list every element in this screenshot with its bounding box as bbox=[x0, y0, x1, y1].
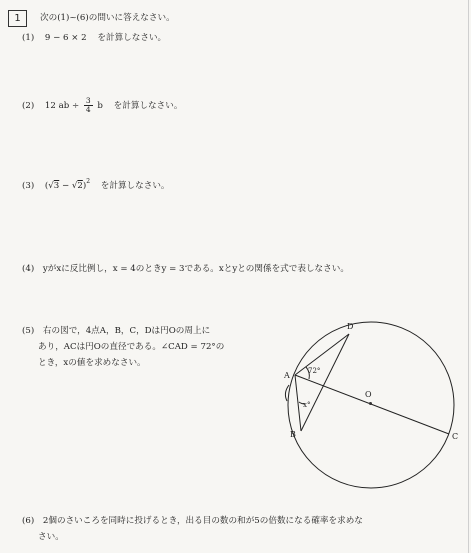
q2-fraction-denominator: 4 bbox=[85, 105, 91, 114]
problem-number-box: 1 bbox=[8, 10, 27, 27]
q3-open: (√ bbox=[44, 181, 54, 191]
q3-instruction: を計算しなさい。 bbox=[100, 181, 170, 191]
angle-label-72: 72° bbox=[308, 367, 321, 375]
point-label-a: A bbox=[284, 371, 290, 380]
q6-label: (6) bbox=[22, 516, 35, 526]
q4-text: yがxに反比例し，x = 4のときy = 3である。xとyとの関係を式で表しなさい。 bbox=[42, 264, 349, 274]
q2-expression-a: 12 ab ÷ bbox=[44, 101, 80, 111]
q3-radicand-2: 2 bbox=[77, 181, 83, 191]
chord-bd bbox=[301, 334, 349, 431]
center-point-o bbox=[369, 402, 372, 405]
q3-power: 2 bbox=[86, 178, 91, 185]
q2-label: (2) bbox=[22, 101, 35, 111]
q1-label: (1) bbox=[22, 33, 35, 43]
q5-label: (5) bbox=[22, 326, 35, 336]
point-label-o: O bbox=[365, 390, 372, 399]
q2-expression-b: b bbox=[97, 101, 103, 111]
q1-instruction: を計算しなさい。 bbox=[97, 33, 167, 43]
point-label-b: B bbox=[290, 430, 296, 439]
q2-instruction: を計算しなさい。 bbox=[113, 101, 183, 111]
q3-minus: − √ bbox=[59, 181, 78, 191]
q5-line-3: とき，xの値を求めなさい。 bbox=[38, 358, 146, 368]
q1-expression: 9 − 6 × 2 bbox=[44, 33, 87, 43]
q4-label: (4) bbox=[22, 264, 35, 274]
q3-label: (3) bbox=[22, 181, 35, 191]
q6-line-2: さい。 bbox=[38, 532, 64, 542]
circle-o bbox=[288, 322, 454, 488]
question-6-line-1 bbox=[22, 514, 363, 528]
q5-line-2: あり，ACは円Oの直径である。∠CAD = 72°の bbox=[38, 342, 225, 352]
q5-line-1: 右の図で，4点A，B，C，Dは円Oの周上に bbox=[42, 326, 211, 336]
point-label-d: D bbox=[347, 322, 354, 331]
q3-close: ) bbox=[82, 181, 87, 191]
point-label-c: C bbox=[452, 432, 459, 441]
diameter-ac bbox=[295, 375, 449, 434]
intro-text: 次の(1)~(6)の問いに答えなさい。 bbox=[40, 13, 175, 23]
q3-radicand-1: 3 bbox=[53, 181, 60, 191]
angle-label-x: x° bbox=[303, 401, 311, 409]
q2-fraction-numerator: 3 bbox=[85, 96, 91, 105]
q6-line-1: 2個のさいころを同時に投げるとき，出る目の数の和が5の倍数になる確率を求めな bbox=[42, 516, 363, 526]
chord-ad bbox=[295, 334, 349, 375]
